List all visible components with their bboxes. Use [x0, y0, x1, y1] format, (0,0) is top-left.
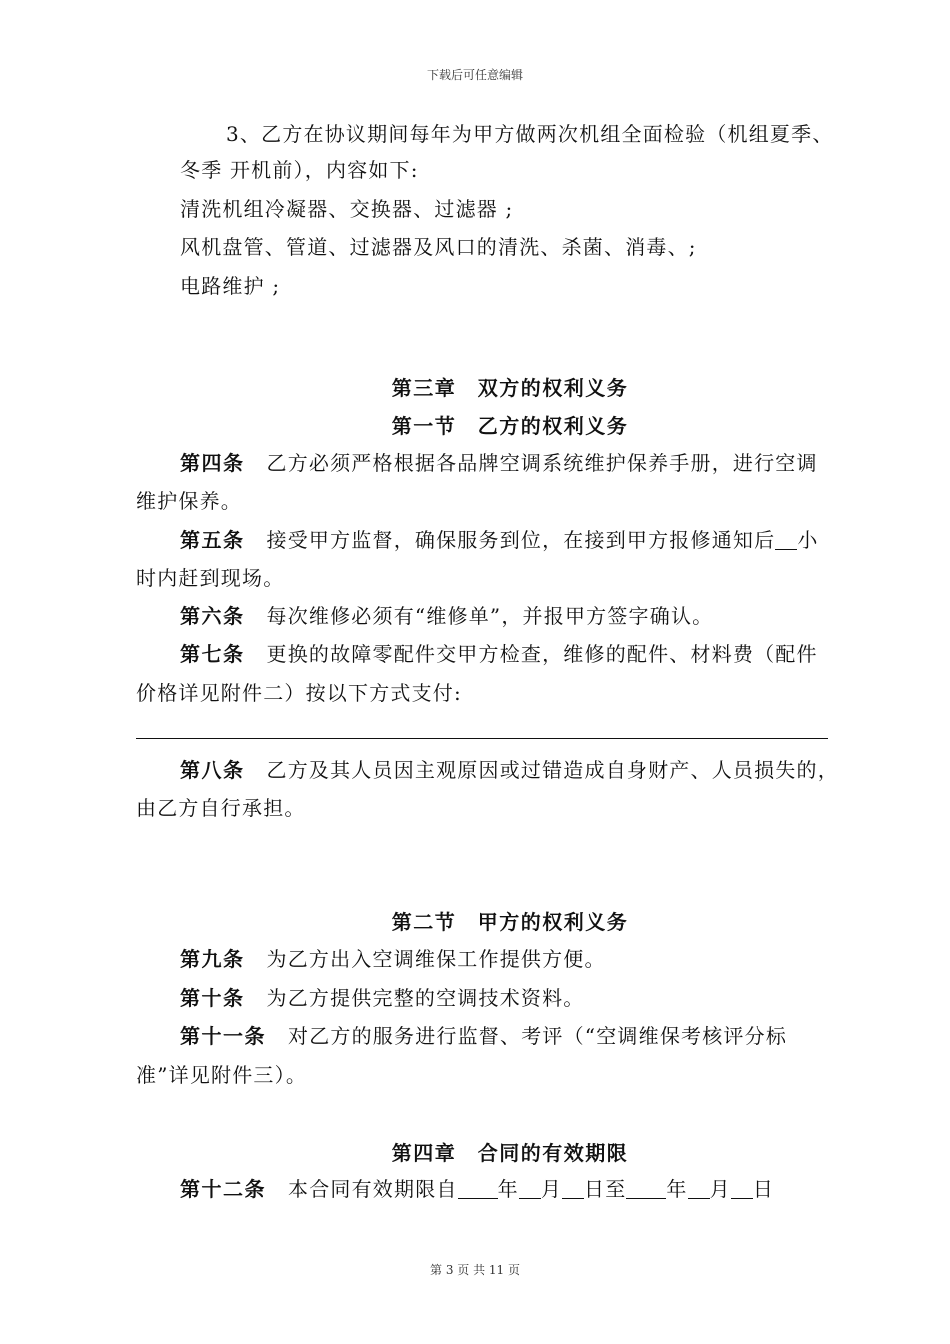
start-day-blank: [562, 1176, 584, 1199]
end-month-unit: 月: [709, 1177, 731, 1201]
article-9-text-1: 为乙方出入空调维保工作提供方便。: [266, 947, 606, 971]
article-9-label: 第九条: [180, 947, 245, 971]
article-11-text-2: 准”详见附件三）。: [136, 1063, 308, 1087]
article-4-text-1: 乙方必须严格根据各品牌空调系统维护保养手册，进行空调: [266, 451, 818, 475]
item3-line4: 风机盘管、管道、过滤器及风口的清洗、杀菌、消毒、;: [180, 235, 697, 259]
end-day-unit: 日: [752, 1177, 775, 1201]
article-6: [180, 602, 713, 630]
start-day-unit-to: 日至: [584, 1177, 627, 1201]
end-year-unit: 年: [666, 1177, 688, 1201]
article-12-label: 第十二条: [180, 1177, 266, 1201]
chapter4-title: 第四章 合同的有效期限: [391, 1141, 629, 1165]
article-5-label: 第五条: [180, 528, 245, 552]
article-10: [180, 984, 585, 1012]
article-8-text-1: 乙方及其人员因主观原因或过错造成自身财产、人员损失的，: [266, 758, 839, 782]
article-5: [180, 526, 819, 554]
article-7-text-1: 更换的故障零配件交甲方检查，维修的配件、材料费（配件: [266, 642, 818, 666]
article-7: [180, 640, 818, 668]
article-11-text-1: 对乙方的服务进行监督、考评（“空调维保考核评分标: [288, 1024, 788, 1048]
chapter3-section2-title: 第二节 甲方的权利义务: [391, 910, 629, 934]
article-7-label: 第七条: [180, 642, 245, 666]
article-6-label: 第六条: [180, 604, 245, 628]
article-4-text-2: 维护保养。: [136, 489, 242, 513]
chapter3-section1-title: 第一节 乙方的权利义务: [391, 414, 629, 438]
start-month-blank: [519, 1176, 541, 1199]
article-11-label: 第十一条: [180, 1024, 266, 1048]
end-year-blank: [626, 1176, 666, 1199]
article-4-label: 第四条: [180, 451, 245, 475]
end-month-blank: [688, 1176, 710, 1199]
page-footer: 第 3 页 共 11 页: [430, 1263, 520, 1277]
item3-line2: 冬季 开机前），内容如下:: [180, 158, 419, 182]
page-header: 下载后可任意编辑: [426, 68, 523, 82]
article-5-text-1b: 小: [797, 528, 819, 552]
article-7-text-2: 价格详见附件二）按以下方式支付:: [136, 681, 462, 705]
article-5-text-2: 时内赶到现场。: [136, 566, 285, 590]
article-5-text-1a: 接受甲方监督，确保服务到位，在接到甲方报修通知后: [266, 528, 776, 552]
start-year-blank: [458, 1176, 498, 1199]
chapter3-title: 第三章 双方的权利义务: [391, 376, 629, 400]
article-8: [180, 756, 839, 784]
article-6-text-1: 每次维修必须有“维修单”，并报甲方签字确认。: [266, 604, 714, 628]
hours-blank: [775, 527, 797, 550]
payment-method-blank-line: [136, 738, 828, 739]
item3-line1: 3、乙方在协议期间每年为甲方做两次机组全面检验（机组夏季、: [226, 122, 834, 146]
article-8-text-2: 由乙方自行承担。: [136, 796, 306, 820]
article-12: [180, 1175, 774, 1203]
article-9: [180, 945, 606, 973]
article-8-label: 第八条: [180, 758, 245, 782]
item3-line5: 电路维护 ;: [180, 274, 281, 298]
article-4: [180, 449, 818, 477]
start-month-unit: 月: [540, 1177, 563, 1201]
article-10-label: 第十条: [180, 986, 245, 1010]
end-day-blank: [731, 1176, 753, 1199]
item3-line3: 清洗机组冷凝器、交换器、过滤器 ;: [180, 197, 514, 221]
article-12-text-start: 本合同有效期限自: [288, 1177, 458, 1201]
start-year-unit: 年: [497, 1177, 519, 1201]
article-10-text-1: 为乙方提供完整的空调技术资料。: [266, 986, 585, 1010]
article-11: [180, 1022, 787, 1050]
